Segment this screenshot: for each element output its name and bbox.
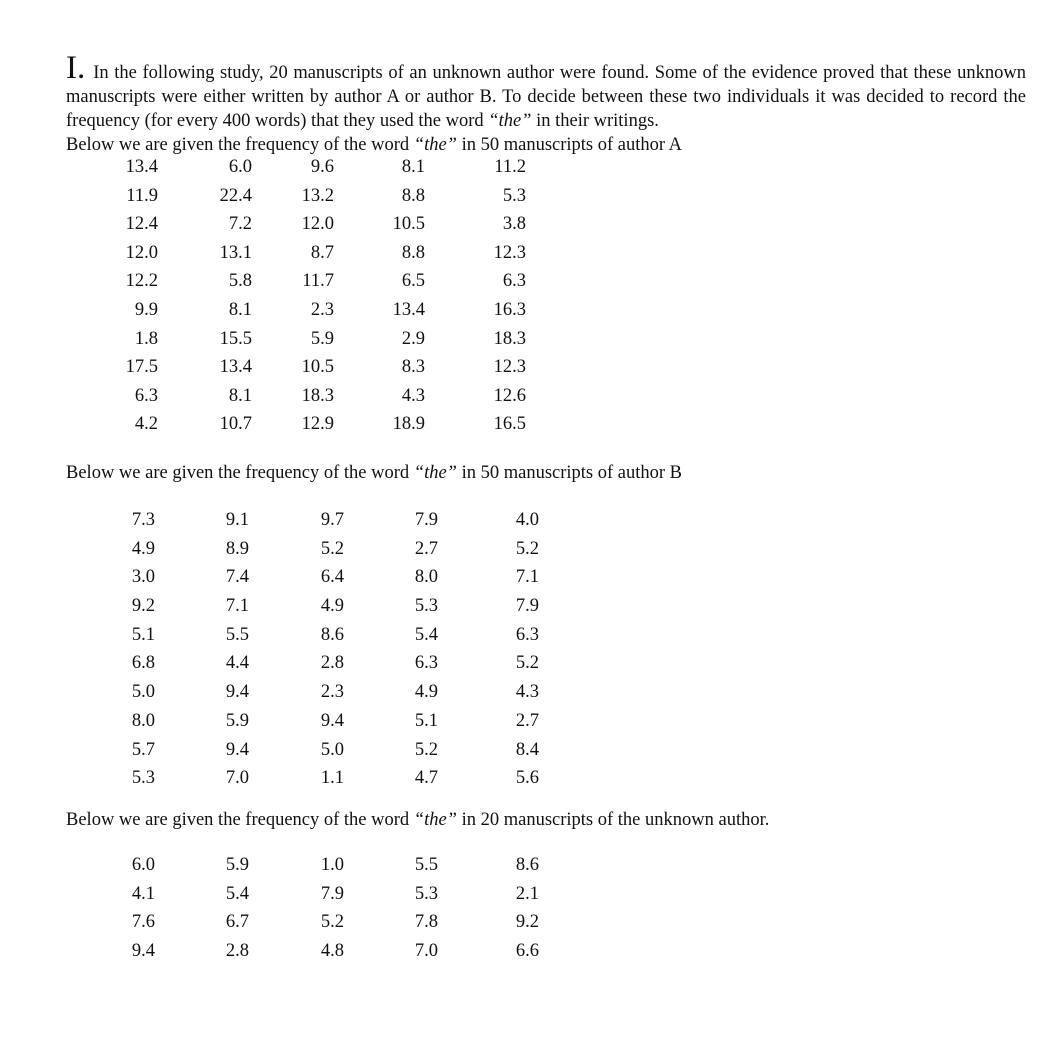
table-row [64, 880, 539, 909]
frequency-cell: 10.5 [392, 214, 425, 235]
frequency-cell: 1.8 [134, 328, 158, 349]
frequency-cell: 8.1 [228, 385, 252, 406]
frequency-cell: 4.9 [320, 596, 344, 617]
table-row [64, 563, 539, 592]
unknown-caption-post: in 20 manuscripts of the unknown author. [461, 809, 770, 830]
frequency-cell: 2.3 [310, 299, 334, 320]
table-row [64, 535, 539, 564]
intro-word: “the” [488, 111, 532, 131]
author-b-caption-word: “the” [413, 462, 457, 483]
frequency-cell: 4.9 [414, 682, 438, 703]
frequency-cell: 2.7 [515, 710, 539, 731]
table-row [65, 267, 526, 296]
frequency-cell: 6.3 [414, 653, 438, 674]
frequency-cell: 11.2 [494, 157, 526, 177]
table-row [64, 621, 539, 650]
frequency-cell: 8.1 [228, 299, 252, 320]
frequency-cell: 5.4 [225, 883, 249, 904]
table-row [65, 153, 526, 182]
frequency-cell: 4.0 [515, 509, 539, 530]
frequency-cell: 5.2 [515, 653, 539, 674]
frequency-cell: 4.4 [225, 653, 249, 674]
frequency-cell: 5.6 [515, 768, 539, 789]
frequency-cell: 4.2 [134, 414, 158, 435]
frequency-cell: 8.6 [515, 854, 539, 875]
table-row [65, 410, 526, 439]
frequency-cell: 8.3 [401, 357, 425, 378]
frequency-cell: 8.9 [225, 538, 249, 559]
table-row [65, 296, 526, 325]
frequency-cell: 1.0 [320, 854, 344, 875]
frequency-cell: 7.6 [131, 912, 155, 933]
frequency-cell: 2.8 [320, 653, 344, 674]
unknown-caption-pre: Below we are given the frequency of the word [66, 809, 410, 830]
intro-end: in their writings. [536, 111, 659, 131]
table-row [65, 382, 526, 411]
frequency-cell: 5.2 [320, 912, 344, 933]
intro-paragraph [66, 50, 1026, 133]
frequency-cell: 12.6 [493, 385, 526, 406]
frequency-cell: 2.7 [414, 538, 438, 559]
frequency-cell: 8.8 [401, 185, 425, 206]
table-row [64, 678, 539, 707]
frequency-cell: 9.4 [320, 710, 344, 731]
table-row [64, 506, 539, 535]
frequency-cell: 3.0 [131, 567, 155, 588]
frequency-cell: 7.3 [131, 509, 155, 530]
frequency-cell: 9.7 [320, 509, 344, 530]
table-row [65, 353, 526, 382]
frequency-cell: 5.1 [414, 710, 438, 731]
frequency-cell: 9.4 [225, 739, 249, 760]
frequency-cell: 12.0 [125, 242, 158, 263]
frequency-cell: 4.3 [401, 385, 425, 406]
frequency-cell: 13.4 [219, 357, 252, 378]
unknown-author-table [64, 851, 539, 966]
frequency-cell: 7.9 [320, 883, 344, 904]
frequency-cell: 8.6 [320, 624, 344, 645]
frequency-cell: 4.8 [320, 941, 344, 962]
frequency-cell: 5.2 [414, 739, 438, 760]
frequency-cell: 8.8 [401, 242, 425, 263]
frequency-cell: 6.3 [515, 624, 539, 645]
frequency-cell: 8.4 [515, 739, 539, 760]
frequency-cell: 5.9 [310, 328, 334, 349]
frequency-cell: 15.5 [219, 328, 252, 349]
frequency-cell: 13.4 [125, 157, 158, 177]
frequency-cell: 7.4 [225, 567, 249, 588]
table-row [65, 325, 526, 354]
author-b-table [64, 506, 539, 793]
table-row [64, 736, 539, 765]
frequency-cell: 2.8 [225, 941, 249, 962]
frequency-cell: 18.9 [392, 414, 425, 435]
table-row [64, 649, 539, 678]
frequency-cell: 6.6 [515, 941, 539, 962]
frequency-cell: 13.2 [301, 185, 334, 206]
frequency-cell: 6.8 [131, 653, 155, 674]
frequency-cell: 5.4 [414, 624, 438, 645]
author-a-caption-pre: Below we are given the frequency of the word [66, 135, 410, 155]
frequency-cell: 6.3 [134, 385, 158, 406]
frequency-cell: 9.4 [131, 941, 155, 962]
frequency-cell: 13.4 [392, 299, 425, 320]
frequency-cell: 7.8 [414, 912, 438, 933]
author-b-caption-post: in 50 manuscripts of author B [461, 462, 683, 483]
frequency-cell: 3.8 [502, 214, 526, 235]
frequency-cell: 18.3 [493, 328, 526, 349]
frequency-cell: 4.9 [131, 538, 155, 559]
table-row [65, 182, 526, 211]
frequency-cell: 8.1 [401, 157, 425, 177]
frequency-cell: 16.5 [493, 414, 526, 435]
author-a-caption-word: “the” [413, 135, 457, 155]
frequency-cell: 1.1 [320, 768, 344, 789]
table-row [65, 239, 526, 268]
author-a-caption-post: in 50 manuscripts of author A [461, 135, 683, 155]
frequency-cell: 11.7 [302, 271, 334, 292]
author-a-caption [66, 133, 1026, 157]
frequency-cell: 4.1 [131, 883, 155, 904]
frequency-cell: 10.5 [301, 357, 334, 378]
frequency-cell: 22.4 [219, 185, 252, 206]
frequency-cell: 5.0 [131, 682, 155, 703]
table-row [64, 707, 539, 736]
frequency-cell: 2.9 [401, 328, 425, 349]
frequency-cell: 9.2 [131, 596, 155, 617]
frequency-cell: 5.5 [225, 624, 249, 645]
frequency-cell: 12.2 [125, 271, 158, 292]
frequency-cell: 7.0 [225, 768, 249, 789]
frequency-cell: 7.1 [515, 567, 539, 588]
frequency-cell: 12.3 [493, 242, 526, 263]
frequency-cell: 5.2 [515, 538, 539, 559]
table-row [64, 937, 539, 966]
section-numeral: I. [66, 50, 86, 86]
frequency-cell: 12.0 [301, 214, 334, 235]
frequency-cell: 5.8 [228, 271, 252, 292]
table-row [64, 851, 539, 880]
frequency-cell: 8.0 [131, 710, 155, 731]
author-b-caption [66, 461, 1026, 485]
frequency-cell: 6.5 [401, 271, 425, 292]
frequency-cell: 17.5 [125, 357, 158, 378]
document-page [66, 50, 1026, 966]
frequency-cell: 5.9 [225, 710, 249, 731]
frequency-cell: 9.9 [134, 299, 158, 320]
frequency-cell: 9.2 [515, 912, 539, 933]
frequency-cell: 5.7 [131, 739, 155, 760]
frequency-cell: 12.4 [125, 214, 158, 235]
frequency-cell: 9.6 [310, 157, 334, 177]
author-a-table [65, 153, 526, 439]
frequency-cell: 11.9 [126, 185, 158, 206]
frequency-cell: 5.0 [320, 739, 344, 760]
table-row [64, 764, 539, 793]
frequency-cell: 2.3 [320, 682, 344, 703]
frequency-cell: 5.5 [414, 854, 438, 875]
frequency-cell: 18.3 [301, 385, 334, 406]
frequency-cell: 9.1 [225, 509, 249, 530]
frequency-cell: 4.3 [515, 682, 539, 703]
frequency-cell: 5.9 [225, 854, 249, 875]
frequency-cell: 12.3 [493, 357, 526, 378]
frequency-cell: 16.3 [493, 299, 526, 320]
frequency-cell: 7.9 [515, 596, 539, 617]
frequency-cell: 7.1 [225, 596, 249, 617]
frequency-cell: 8.0 [414, 567, 438, 588]
frequency-cell: 13.1 [219, 242, 252, 263]
frequency-cell: 5.1 [131, 624, 155, 645]
frequency-cell: 6.4 [320, 567, 344, 588]
frequency-cell: 5.3 [131, 768, 155, 789]
frequency-cell: 6.0 [228, 157, 252, 177]
frequency-cell: 5.2 [320, 538, 344, 559]
frequency-cell: 5.3 [414, 883, 438, 904]
frequency-cell: 6.0 [131, 854, 155, 875]
frequency-cell: 10.7 [219, 414, 252, 435]
frequency-cell: 6.7 [225, 912, 249, 933]
frequency-cell: 7.0 [414, 941, 438, 962]
frequency-cell: 9.4 [225, 682, 249, 703]
frequency-cell: 5.3 [414, 596, 438, 617]
frequency-cell: 5.3 [502, 185, 526, 206]
intro-text: In the following study, 20 manuscripts of an unknown author were found. Some of the evidence proved that these unknown manuscripts were either written by author A or author B. To decide between these two individuals it was decided to record the frequency (for every 400 words) that they used the word [66, 63, 1026, 131]
frequency-cell: 2.1 [515, 883, 539, 904]
frequency-cell: 12.9 [301, 414, 334, 435]
frequency-cell: 8.7 [310, 242, 334, 263]
frequency-cell: 7.2 [228, 214, 252, 235]
table-row [65, 210, 526, 239]
unknown-caption-word: “the” [413, 809, 457, 830]
frequency-cell: 7.9 [414, 509, 438, 530]
frequency-cell: 6.3 [502, 271, 526, 292]
frequency-cell: 4.7 [414, 768, 438, 789]
unknown-caption [66, 808, 1026, 832]
table-row [64, 908, 539, 937]
table-row [64, 592, 539, 621]
author-b-caption-pre: Below we are given the frequency of the word [66, 462, 410, 483]
